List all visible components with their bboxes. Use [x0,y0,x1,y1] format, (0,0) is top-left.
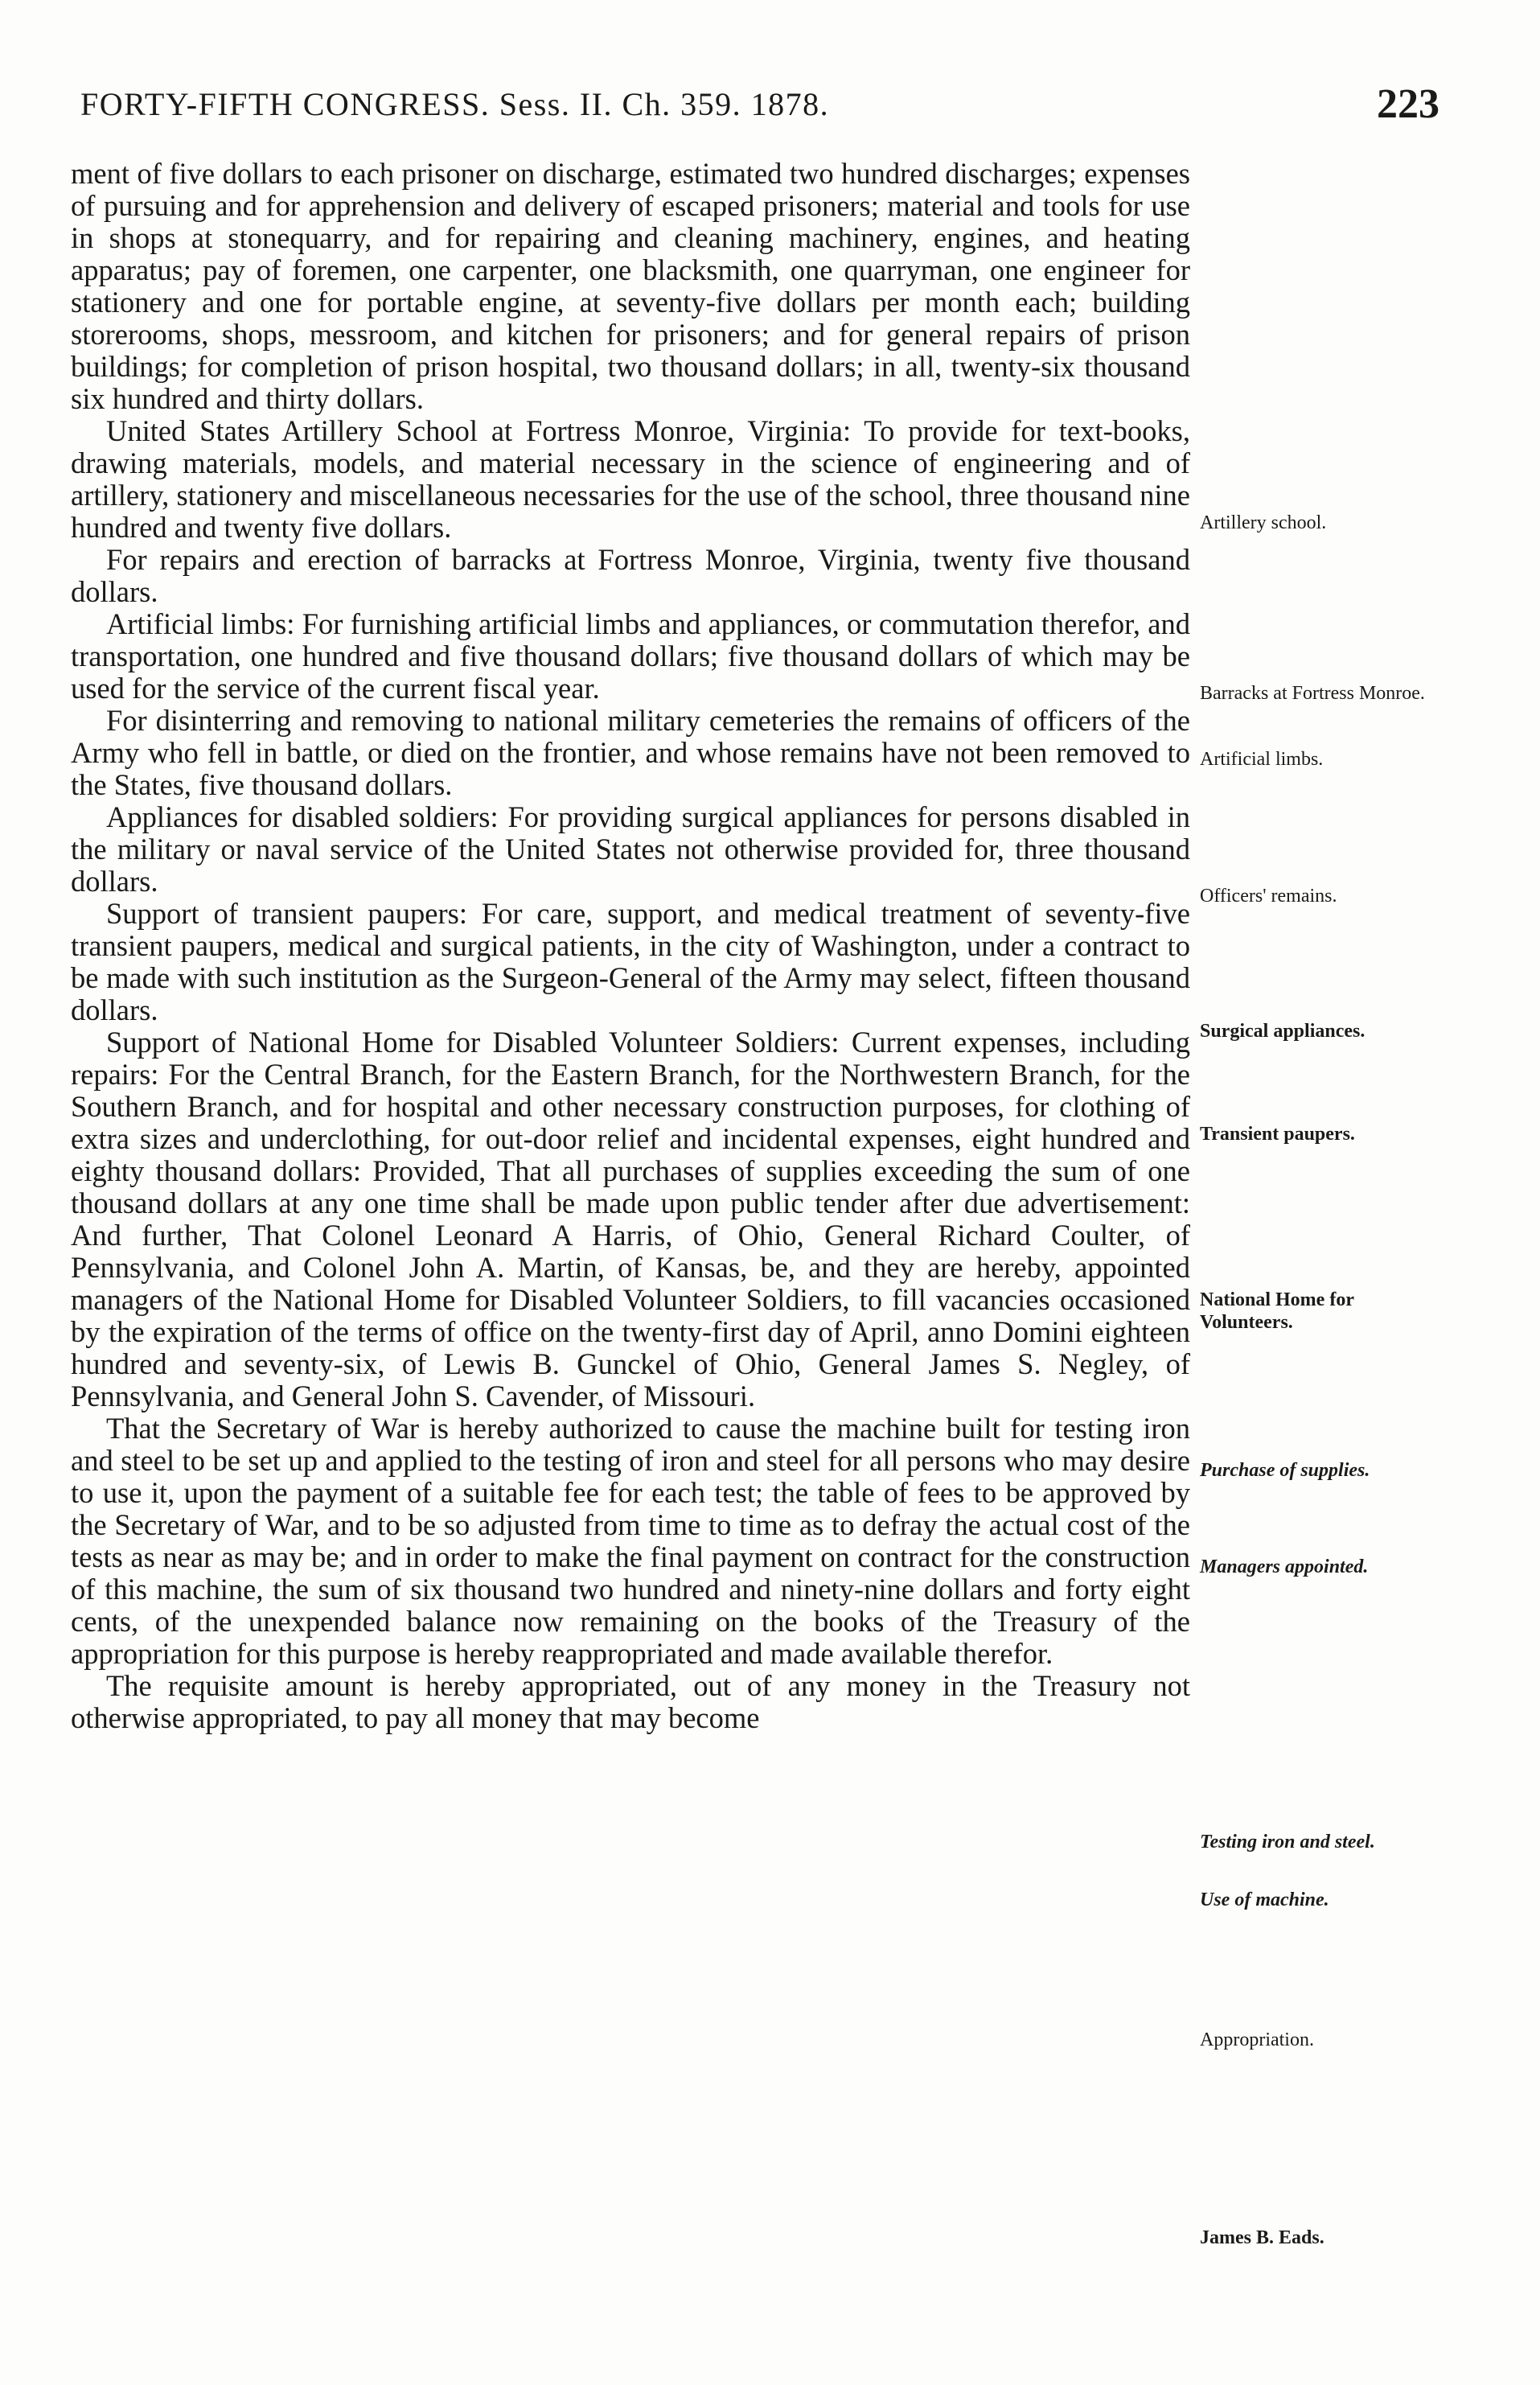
paragraph-transient-paupers: Support of transient paupers: For care, support, and medical treatment of seventy-five transient paupers, medical and surgical patients, in the city of Washington, under a contract to be made with such institution as the Surgeon-General of the Army may select, fifteen thousand dollars. [71,897,1190,1026]
margin-note-national-home: National Home for Volunteers. [1200,1289,1354,1333]
margin-note-surgical-appliances: Surgical appliances. [1200,1021,1365,1042]
margin-note-managers-appointed: Managers appointed. [1200,1556,1369,1577]
margin-note-purchase-supplies: Purchase of supplies. [1200,1460,1370,1481]
margin-note-barracks: Barracks at Fortress Monroe. [1200,683,1425,704]
paragraph-artillery-school: United States Artillery School at Fortress Monroe, Virginia: To provide for text-books, drawing materials, models, and material necessary in the science of engineering and of artillery, stationery and miscellaneous necessaries for the use of the school, three thousand nine hundred and twenty five dollars. [71,414,1190,544]
margin-note-artillery-school: Artillery school. [1200,512,1327,533]
paragraph-barracks: For repairs and erection of barracks at Fortress Monroe, Virginia, twenty five thousand dollars. [71,543,1190,608]
margin-note-officers-remains: Officers' remains. [1200,886,1337,907]
running-title: FORTY-FIFTH CONGRESS. Sess. II. Ch. 359. 1878. [80,86,830,122]
running-header [80,80,1439,145]
margin-note-testing-iron-steel: Testing iron and steel. [1200,1832,1375,1852]
paragraph-testing-machine: That the Secretary of War is hereby authorized to cause the machine built for testing iron and steel to be set up and applied to the testing of iron and steel for all persons who may desire to use it, upon the payment of a suitable fee for each test; the table of fees to be approved by the Secretary of War, and to be so adjusted from time to time as to defray the actual cost of the tests as near as may be; and in order to make the final payment on contract for the construction of this machine, the sum of six thousand two hundred and ninety-nine dollars and forty eight cents, of the unexpended balance now remaining on the books of the Treasury of the appropriation for this purpose is hereby reappropriated and made available therefor. [71,1412,1190,1670]
page-number: 223 [1377,81,1439,127]
paragraph-prison-expenses: ment of five dollars to each prisoner on discharge, estimated two hundred discharges; expenses of pursuing and for apprehension and delivery of escaped prisoners; material and tools for use in shops at stonequarry, and for repairing and cleaning machinery, engines, and heating apparatus; pay of foremen, one carpenter, one blacksmith, one quarryman, one engineer for stationery and one for portable engine, at seventy-five dollars per month each; building storerooms, shops, messroom, and kitchen for prisoners; and for general repairs of prison buildings; for completion of prison hospital, two thousand dollars; in all, twenty-six thousand six hundred and thirty dollars. [71,157,1190,415]
paragraph-requisite-amount: The requisite amount is hereby appropriated, out of any money in the Treasury not otherwise appropriated, to pay all money that may become [71,1669,1190,1734]
margin-note-artificial-limbs: Artificial limbs. [1200,749,1324,770]
paragraph-national-home: Support of National Home for Disabled Volunteer Soldiers: Current expenses, including repairs: For the Central Branch, for the Eastern Branch, for the Northwestern Branch, for the Southern Branch, and for hospital and other necessary construction purposes, for clothing of extra sizes and underclothing, for out-door relief and incidental expenses, eight hundred and eighty thousand dollars: Provided, That all purchases of supplies exceeding the sum of one thousand dollars at any one time shall be made upon public tender after due advertisement: And further, That Colonel Leonard A Harris, of Ohio, General Richard Coulter, of Pennsylvania, and Colonel John A. Martin, of Kansas, be, and they are hereby, appointed managers of the National Home for Disabled Volunteer Soldiers, to fill vacancies occasioned by the expiration of the terms of office on the twenty-first day of April, anno Domini eighteen hundred and seventy-six, of Lewis B. Gunckel of Ohio, General James S. Negley, of Pennsylvania, and General John S. Cavender, of Missouri. [71,1026,1190,1412]
paragraph-surgical-appliances: Appliances for disabled soldiers: For providing surgical appliances for persons disabled in the military or naval service of the United States not otherwise provided for, three thousand dollars. [71,800,1190,898]
statute-body [71,158,1190,1734]
margin-note-james-eads: James B. Eads. [1200,2227,1324,2248]
paragraph-officers-remains: For disinterring and removing to national military cemeteries the remains of officers of the Army who fell in battle, or died on the frontier, and whose remains have not been removed to the States, five thousand dollars. [71,704,1190,801]
margin-note-appropriation: Appropriation. [1200,2029,1314,2050]
paragraph-artificial-limbs: Artificial limbs: For furnishing artificial limbs and appliances, or commutation therefor, and transportation, one hundred and five thousand dollars; five thousand dollars of which may be used for the service of the current fiscal year. [71,607,1190,705]
margin-note-use-of-machine: Use of machine. [1200,1889,1329,1910]
margin-note-transient-paupers: Transient paupers. [1200,1124,1355,1145]
